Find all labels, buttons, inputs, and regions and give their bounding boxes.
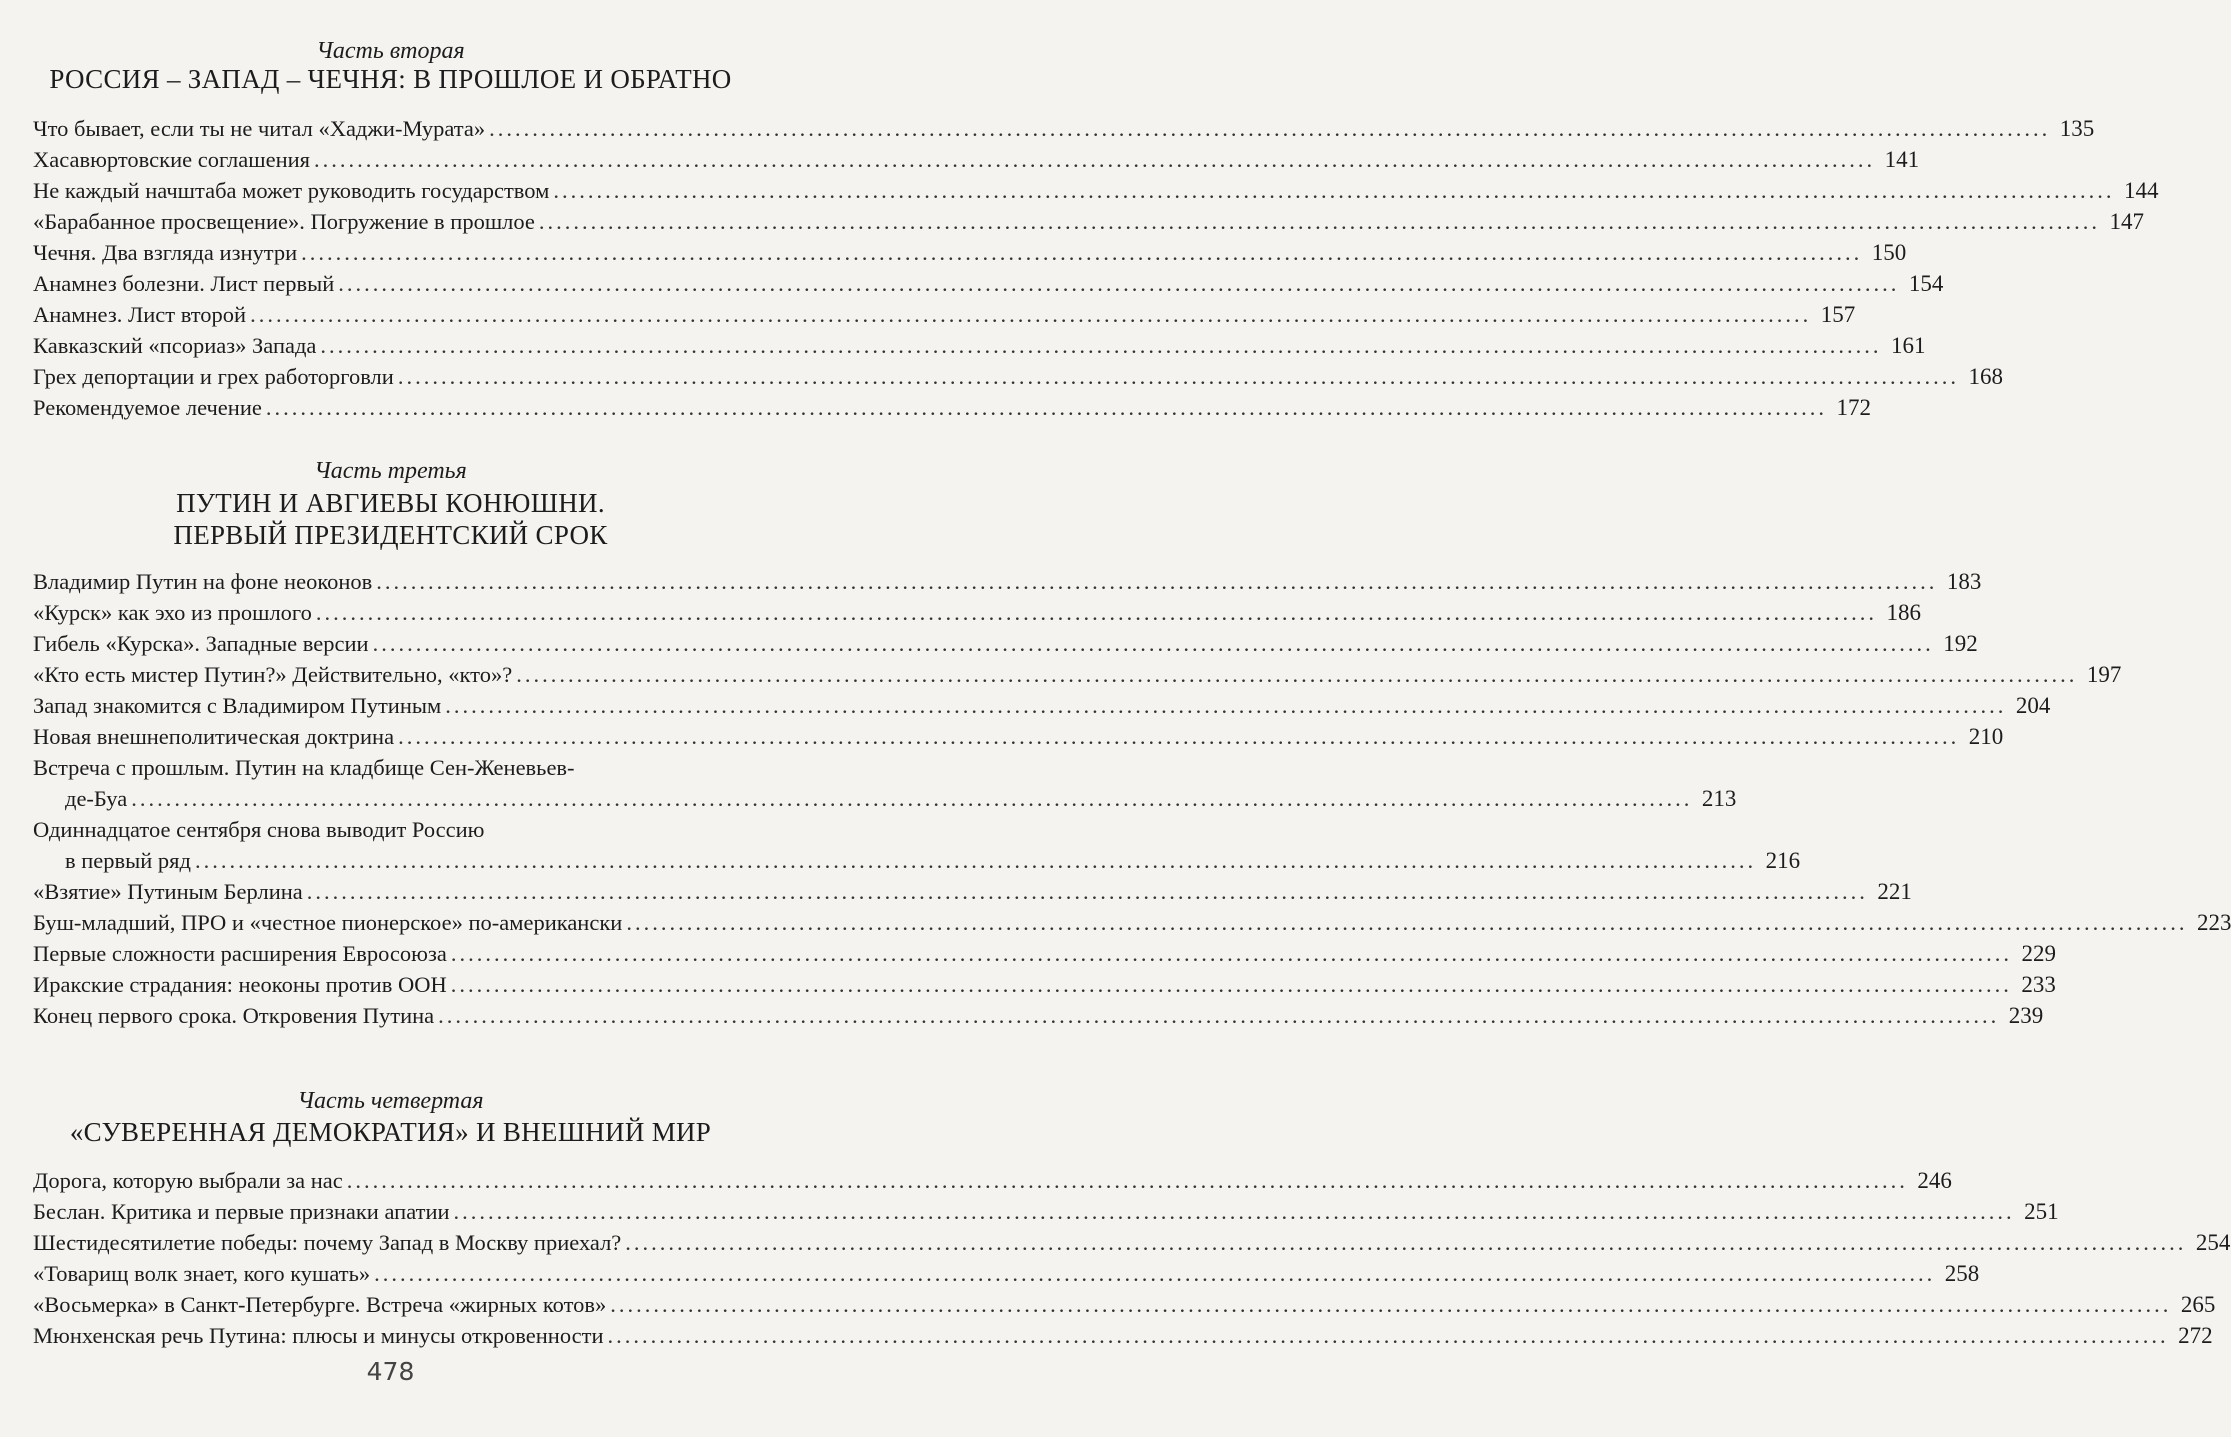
toc-entry-title: Не каждый начштаба может руководить государством bbox=[33, 178, 550, 203]
toc-entry[interactable] bbox=[33, 1289, 2216, 1320]
toc-entry[interactable] bbox=[33, 175, 2159, 206]
toc-entry[interactable] bbox=[33, 938, 2056, 969]
toc-entry-multiline[interactable] bbox=[33, 752, 1737, 814]
toc-entry[interactable] bbox=[33, 392, 1871, 423]
toc-entry[interactable] bbox=[33, 907, 2231, 938]
page-number: 478 bbox=[366, 1357, 415, 1386]
toc-entry-title: «Курск» как эхо из прошлого bbox=[33, 600, 312, 625]
leader-dots bbox=[398, 361, 1959, 392]
leader-dots bbox=[301, 237, 1862, 268]
toc-entry-page: 135 bbox=[2059, 116, 2095, 141]
toc-entry[interactable] bbox=[33, 1196, 2059, 1227]
toc-entry[interactable] bbox=[33, 299, 1856, 330]
leader-dots bbox=[320, 330, 1881, 361]
leader-dots bbox=[266, 392, 1827, 423]
toc-entry-title: Кавказский «псориаз» Запада bbox=[33, 333, 317, 358]
part2-label: Часть вторая bbox=[316, 38, 465, 64]
part3-label: Часть третья bbox=[314, 458, 467, 484]
toc-entry-title: Мюнхенская речь Путина: плюсы и минусы откровенности bbox=[33, 1323, 604, 1348]
toc-entry-multiline[interactable] bbox=[33, 814, 1801, 876]
toc-entry[interactable] bbox=[33, 1320, 2213, 1351]
part3-title-line1: ПУТИН И АВГИЕВЫ КОНЮШНИ. bbox=[176, 488, 605, 518]
toc-entry-title: Встреча с прошлым. Путин на кладбище Сен-Женевьев- bbox=[33, 755, 575, 780]
toc-entry-page: 186 bbox=[1886, 600, 1921, 625]
toc-entry-title-continued: в первый ряд bbox=[65, 848, 191, 873]
leader-dots bbox=[131, 783, 1692, 814]
toc-entry-page: 154 bbox=[1908, 271, 1944, 296]
toc-entry-title: «Кто есть мистер Путин?» Действительно, «кто»? bbox=[33, 662, 513, 687]
toc-entry-page: 192 bbox=[1943, 631, 1978, 656]
toc-entry-page: 204 bbox=[2015, 693, 2051, 718]
toc-entry-page: 246 bbox=[1917, 1168, 1952, 1193]
part4-label: Часть четвертая bbox=[297, 1088, 484, 1114]
toc-entry-page: 254 bbox=[2195, 1230, 2231, 1255]
toc-entry-title: Иракские страдания: неоконы против ООН bbox=[33, 972, 447, 997]
toc-entry[interactable] bbox=[33, 876, 1912, 907]
toc-entry-title: Анамнез. Лист второй bbox=[33, 302, 247, 327]
leader-dots bbox=[195, 845, 1756, 876]
toc-entry-page: 272 bbox=[2178, 1323, 2213, 1348]
leader-dots bbox=[398, 721, 1959, 752]
toc-entry-page: 239 bbox=[2008, 1003, 2044, 1028]
toc-entry-title: «Товарищ волк знает, кого кушать» bbox=[33, 1261, 371, 1286]
toc-entry-title: Новая внешнеполитическая доктрина bbox=[33, 724, 395, 749]
toc-entry-title: Одиннадцатое сентября снова выводит Россию bbox=[33, 817, 485, 842]
toc-entry-title: Гибель «Курска». Западные версии bbox=[33, 631, 369, 656]
leader-dots bbox=[553, 175, 2114, 206]
toc-entry-title: Чечня. Два взгляда изнутри bbox=[33, 240, 298, 265]
leader-dots bbox=[347, 1165, 1908, 1196]
toc-entry-title: Анамнез болезни. Лист первый bbox=[33, 271, 335, 296]
toc-entry-title: Дорога, которую выбрали за нас bbox=[33, 1168, 343, 1193]
toc-entry-title: Беслан. Критика и первые признаки апатии bbox=[33, 1199, 450, 1224]
toc-entry-page: 183 bbox=[1946, 569, 1982, 594]
leader-dots bbox=[454, 1196, 2015, 1227]
toc-entry-title: Буш-младший, ПРО и «честное пионерское» по-американски bbox=[33, 910, 623, 935]
part4-title: «СУВЕРЕННАЯ ДЕМОКРАТИЯ» И ВНЕШНИЙ МИР bbox=[69, 1117, 712, 1147]
toc-entry-page: 147 bbox=[2109, 209, 2145, 234]
leader-dots bbox=[516, 659, 2077, 690]
toc-entry-page: 144 bbox=[2123, 178, 2159, 203]
leader-dots bbox=[307, 876, 1868, 907]
toc-entry[interactable] bbox=[33, 721, 2004, 752]
toc-entry-page: 229 bbox=[2021, 941, 2056, 966]
toc-entry-title-continued: де-Буа bbox=[65, 786, 128, 811]
toc-entry-page: 221 bbox=[1877, 879, 1912, 904]
leader-dots bbox=[608, 1320, 2169, 1351]
toc-entry[interactable] bbox=[33, 237, 1907, 268]
toc-entry-page: 157 bbox=[1820, 302, 1856, 327]
toc-entry-title: Что бывает, если ты не читал «Хаджи-Мурата» bbox=[33, 116, 486, 141]
toc-entry-title: «Барабанное просвещение». Погружение в прошлое bbox=[33, 209, 535, 234]
toc-entry[interactable] bbox=[33, 330, 1926, 361]
part4-toc bbox=[33, 1165, 2231, 1351]
leader-dots bbox=[376, 566, 1937, 597]
toc-entry[interactable] bbox=[33, 690, 2051, 721]
toc-entry-title: «Взятие» Путиным Берлина bbox=[33, 879, 303, 904]
leader-dots bbox=[250, 299, 1811, 330]
toc-entry-title: «Восьмерка» в Санкт-Петербурге. Встреча «жирных котов» bbox=[33, 1292, 607, 1317]
toc-entry[interactable] bbox=[33, 206, 2145, 237]
toc-entry[interactable] bbox=[33, 566, 1982, 597]
toc-entry-page: 223 bbox=[2196, 910, 2231, 935]
toc-entry-page: 172 bbox=[1836, 395, 1871, 420]
toc-entry-title: Запад знакомится с Владимиром Путиным bbox=[33, 693, 442, 718]
toc-entry[interactable] bbox=[33, 268, 1944, 299]
leader-dots bbox=[373, 628, 1934, 659]
toc-entry-page: 233 bbox=[2021, 972, 2056, 997]
leader-dots bbox=[338, 268, 1899, 299]
toc-entry-page: 251 bbox=[2024, 1199, 2059, 1224]
leader-dots bbox=[316, 597, 1877, 628]
toc-entry-page: 213 bbox=[1701, 786, 1737, 811]
toc-entry[interactable] bbox=[33, 1227, 2231, 1258]
toc-entry-title: Рекомендуемое лечение bbox=[33, 395, 262, 420]
toc-entry[interactable] bbox=[33, 1000, 2044, 1031]
toc-entry-page: 210 bbox=[1968, 724, 2004, 749]
toc-entry-title: Хасавюртовские соглашения bbox=[33, 147, 310, 172]
toc-entry-page: 141 bbox=[1884, 147, 1920, 172]
leader-dots bbox=[438, 1000, 1999, 1031]
toc-entry[interactable] bbox=[33, 969, 2056, 1000]
toc-entry[interactable] bbox=[33, 1165, 1952, 1196]
toc-entry-page: 258 bbox=[1944, 1261, 1980, 1286]
leader-dots bbox=[489, 113, 2050, 144]
part2-title: РОССИЯ – ЗАПАД – ЧЕЧНЯ: В ПРОШЛОЕ И ОБРАТНО bbox=[49, 64, 732, 94]
leader-dots bbox=[539, 206, 2100, 237]
part3-title-line2: ПЕРВЫЙ ПРЕЗИДЕНТСКИЙ СРОК bbox=[173, 520, 608, 550]
leader-dots bbox=[374, 1258, 1935, 1289]
toc-entry[interactable] bbox=[33, 597, 1921, 628]
toc-entry-page: 168 bbox=[1968, 364, 2003, 389]
toc-entry[interactable] bbox=[33, 361, 2003, 392]
leader-dots bbox=[314, 144, 1875, 175]
toc-entry-title: Шестидесятилетие победы: почему Запад в Москву приехал? bbox=[33, 1230, 622, 1255]
toc-entry-title: Конец первого срока. Откровения Путина bbox=[33, 1003, 435, 1028]
toc-entry-page: 150 bbox=[1871, 240, 1907, 265]
leader-dots bbox=[451, 938, 2012, 969]
leader-dots bbox=[445, 690, 2006, 721]
toc-entry-page: 197 bbox=[2086, 662, 2122, 687]
leader-dots bbox=[625, 1227, 2186, 1258]
toc-entry[interactable] bbox=[33, 144, 1920, 175]
toc-entry-title: Владимир Путин на фоне неоконов bbox=[33, 569, 373, 594]
leader-dots bbox=[451, 969, 2012, 1000]
part2-toc bbox=[33, 113, 2159, 423]
toc-entry-page: 265 bbox=[2180, 1292, 2216, 1317]
toc-entry[interactable] bbox=[33, 628, 1978, 659]
toc-entry-title: Грех депортации и грех работорговли bbox=[33, 364, 394, 389]
toc-entry-page: 161 bbox=[1891, 333, 1926, 358]
toc-entry-page: 216 bbox=[1765, 848, 1801, 873]
leader-dots bbox=[610, 1289, 2171, 1320]
toc-entry[interactable] bbox=[33, 659, 2122, 690]
leader-dots bbox=[626, 907, 2187, 938]
toc-entry[interactable] bbox=[33, 113, 2095, 144]
toc-entry[interactable] bbox=[33, 1258, 1980, 1289]
part3-toc bbox=[33, 566, 2231, 1031]
toc-entry-title: Первые сложности расширения Евросоюза bbox=[33, 941, 447, 966]
